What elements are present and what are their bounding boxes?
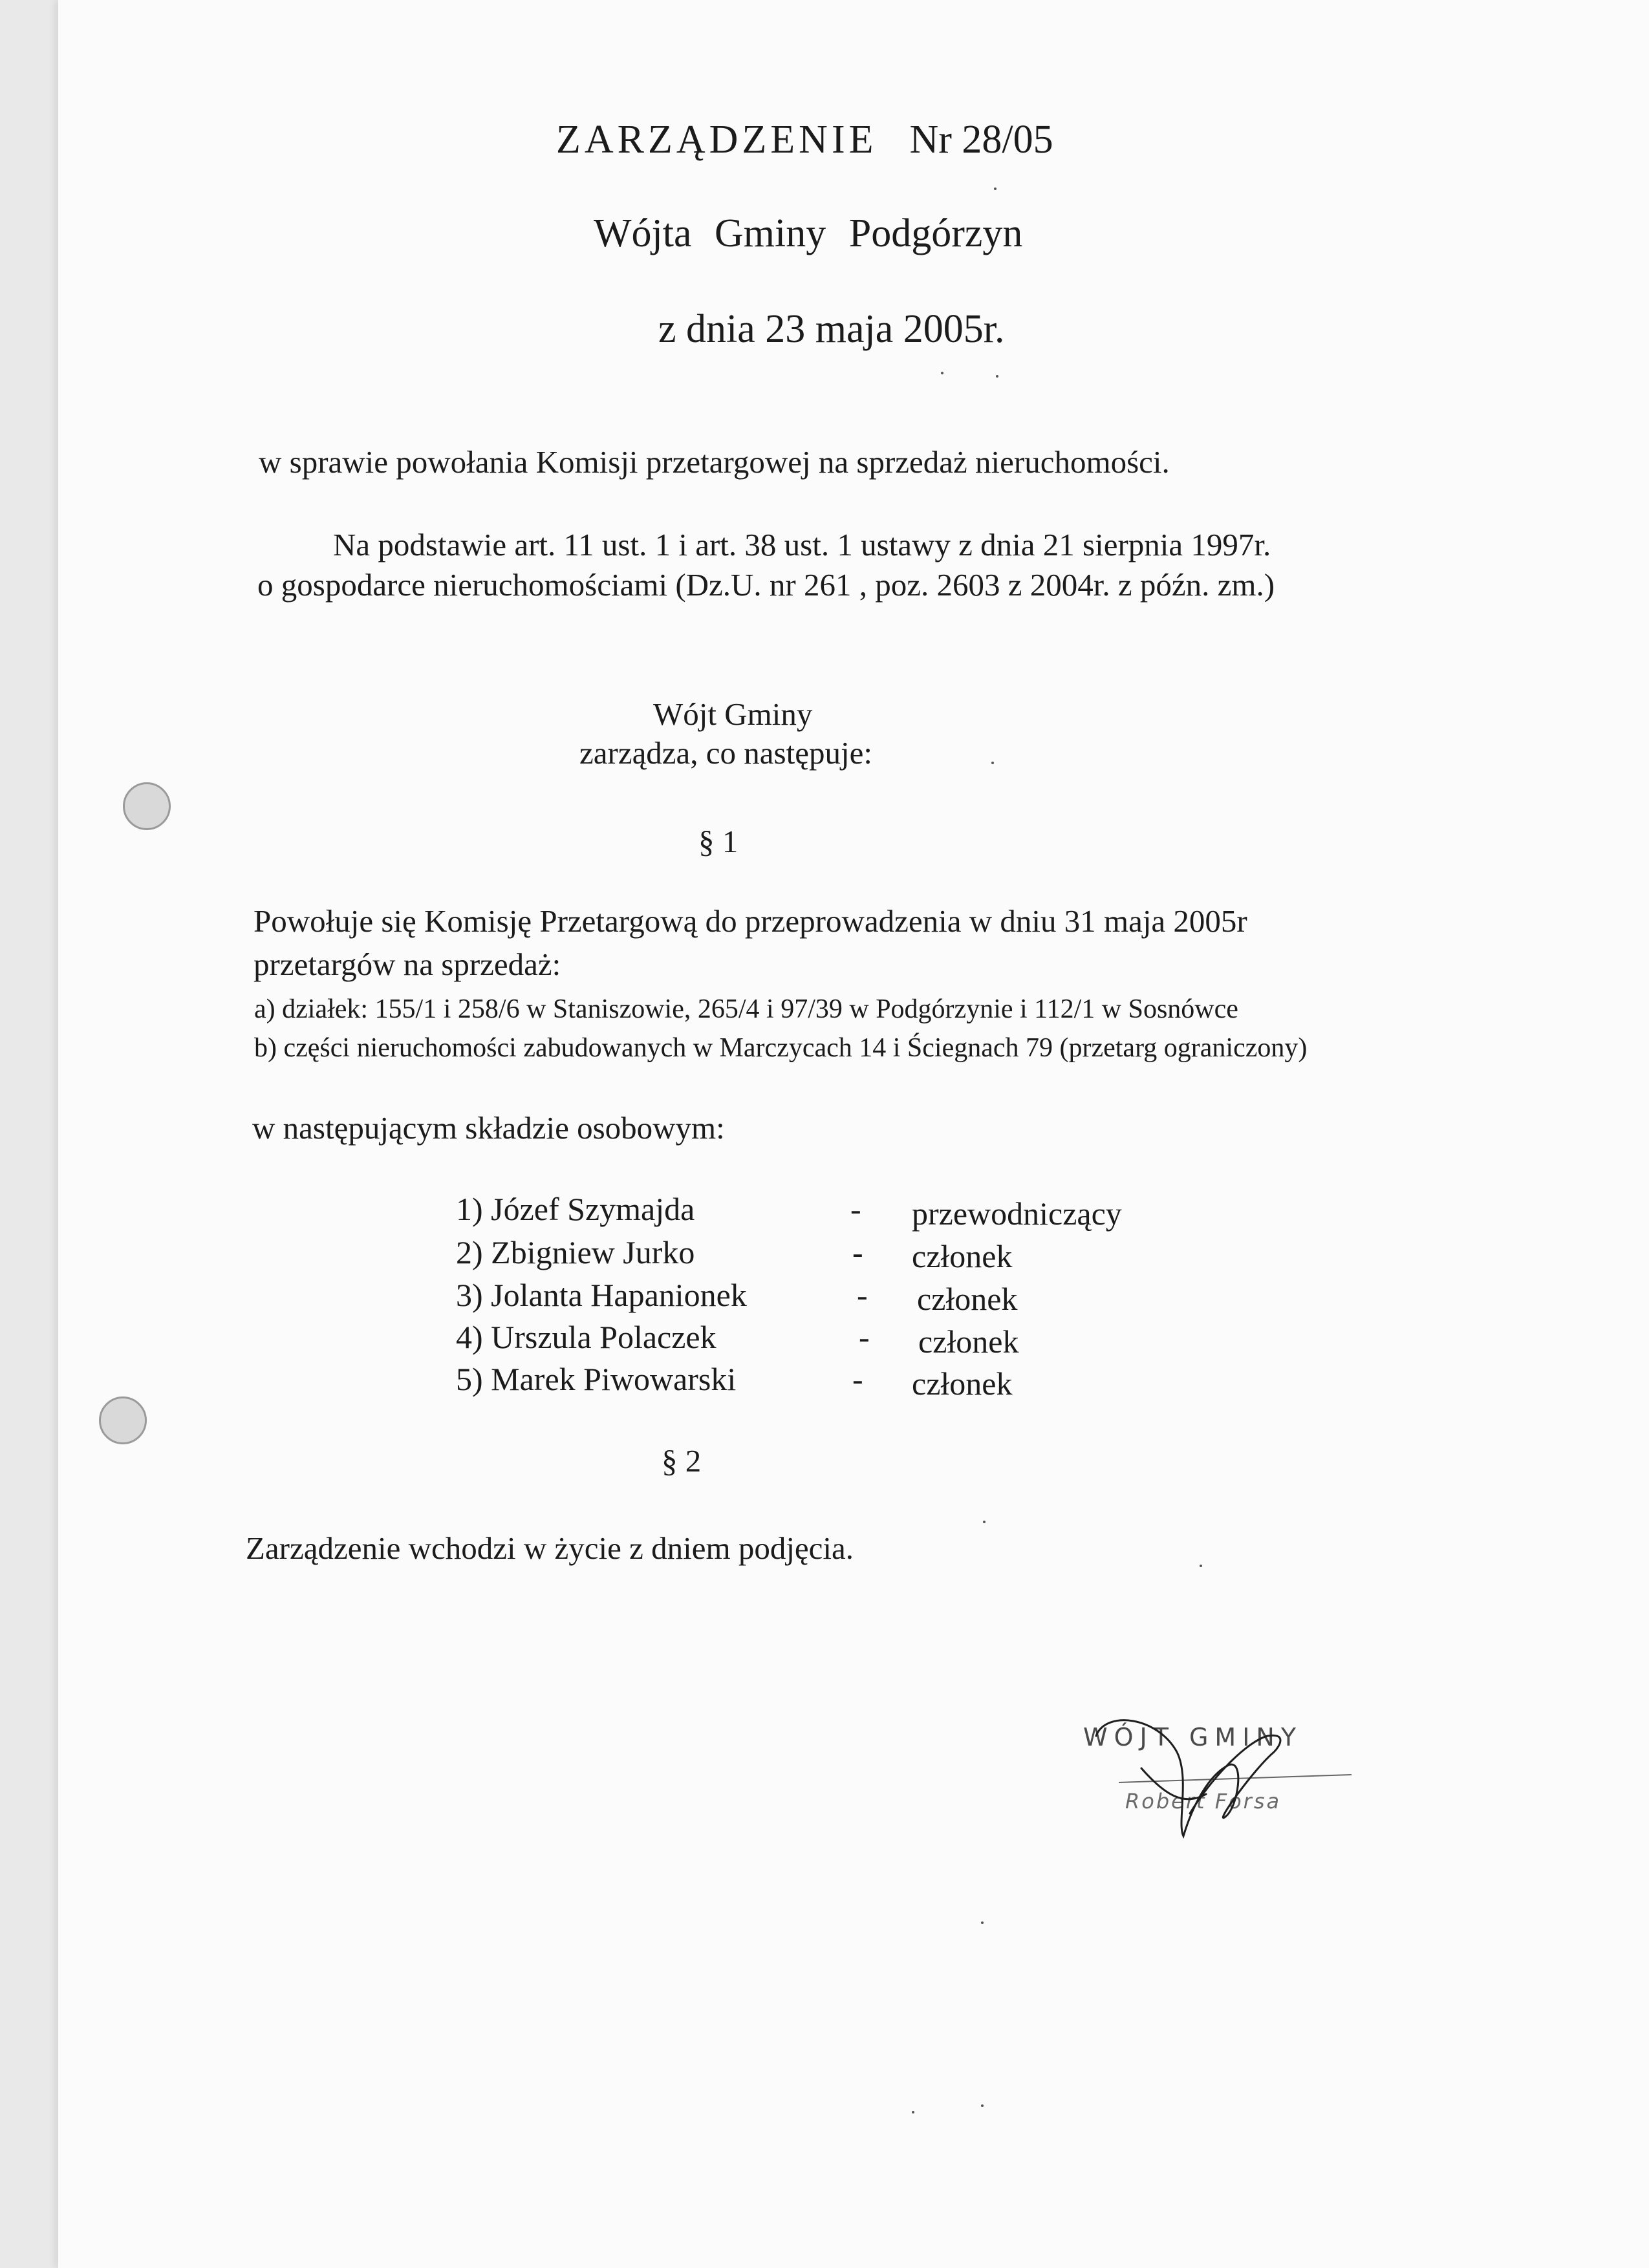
- member-role: członek: [912, 1365, 1013, 1402]
- date-line: z dnia 23 maja 2005r.: [658, 307, 1005, 351]
- composition-intro: w następującym składzie osobowym:: [252, 1110, 725, 1146]
- document-title: [556, 120, 1053, 160]
- member-name: 2) Zbigniew Jurko: [456, 1234, 695, 1270]
- issuer-line: Wójta Gminy Podgórzyn: [594, 211, 1023, 255]
- scan-speck: [981, 2104, 984, 2107]
- signature-stamp: [1080, 1697, 1371, 1852]
- member-name: 5) Marek Piwowarski: [456, 1361, 737, 1397]
- section-1-heading: § 1: [698, 824, 738, 859]
- member-name: 3) Jolanta Hapanionek: [456, 1277, 747, 1313]
- scan-speck: [1200, 1565, 1202, 1567]
- member-dash: -: [857, 1277, 868, 1313]
- scan-speck: [994, 187, 997, 190]
- scan-speck: [991, 762, 994, 764]
- stamp-title: WÓJT GMINY: [1083, 1723, 1303, 1751]
- punch-hole-bottom: [99, 1396, 147, 1444]
- list-item-a: a) działek: 155/1 i 258/6 w Staniszowie, 265/4 i 97/39 w Podgórzynie i 112/1 w Sosnówce: [254, 994, 1238, 1024]
- legal-basis-line-2: o gospodarce nieruchomościami (Dz.U. nr 261 , poz. 2603 z 2004r. z późn. zm.): [257, 567, 1275, 603]
- member-role: przewodniczący: [912, 1195, 1122, 1232]
- scan-speck: [983, 1521, 986, 1523]
- subject-line: w sprawie powołania Komisji przetargowej na sprzedaż nieruchomości.: [259, 444, 1170, 480]
- punch-hole-top: [123, 782, 171, 830]
- stamp-name: Robert Forsa: [1125, 1789, 1282, 1813]
- member-role: członek: [917, 1281, 1018, 1317]
- section-1-line-1: Powołuje się Komisję Przetargową do przeprowadzenia w dniu 31 maja 2005r: [253, 903, 1247, 939]
- section-1-line-2: przetargów na sprzedaż:: [253, 947, 561, 982]
- member-role: członek: [912, 1238, 1013, 1274]
- member-name: 4) Urszula Polaczek: [456, 1319, 717, 1355]
- list-item-b: b) części nieruchomości zabudowanych w Marczycach 14 i Ściegnach 79 (przetarg ograniczony): [254, 1033, 1308, 1063]
- decree-verb: zarządza, co następuje:: [579, 735, 872, 771]
- scan-speck: [981, 1921, 984, 1924]
- decree-subject: Wójt Gminy: [653, 696, 813, 732]
- member-name: 1) Józef Szymajda: [456, 1191, 695, 1227]
- scan-speck: [941, 372, 943, 374]
- member-dash: -: [852, 1361, 863, 1397]
- member-dash: -: [859, 1319, 870, 1355]
- scan-speck: [912, 2111, 914, 2113]
- legal-basis-line-1: Na podstawie art. 11 ust. 1 i art. 38 ust. 1 ustawy z dnia 21 sierpnia 1997r.: [333, 527, 1271, 562]
- title-word: ZARZĄDZENIE: [556, 118, 878, 162]
- member-dash: -: [850, 1191, 861, 1227]
- member-dash: -: [852, 1234, 863, 1270]
- effective-clause: Zarządzenie wchodzi w życie z dniem podjęcia.: [246, 1530, 854, 1566]
- title-number: Nr 28/05: [909, 118, 1053, 162]
- scan-speck: [996, 375, 998, 378]
- section-2-heading: § 2: [662, 1443, 702, 1479]
- member-role: członek: [918, 1323, 1019, 1360]
